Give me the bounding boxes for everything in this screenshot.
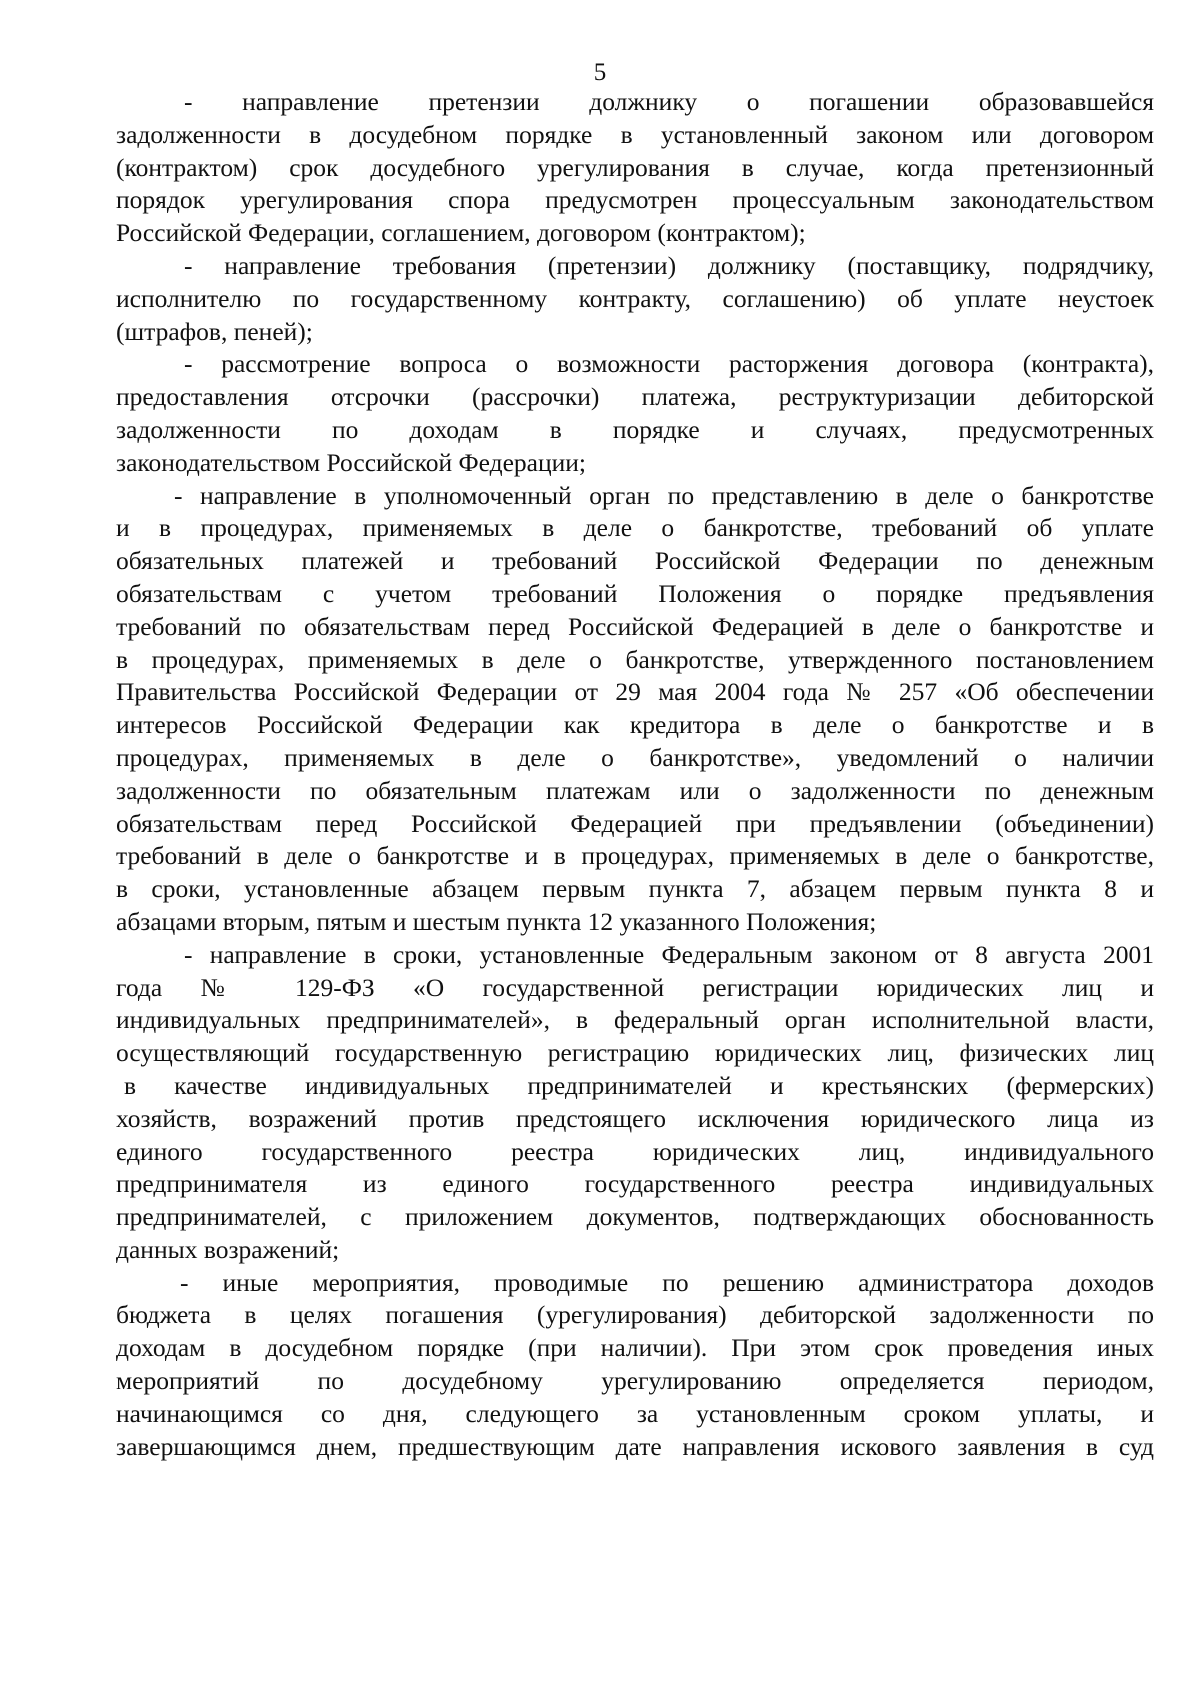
text-line: года № 129-ФЗ «О государственной регистрации юридических лиц и: [116, 972, 1154, 1002]
text-line: единого государственного реестра юридических лиц, индивидуального: [116, 1136, 1154, 1166]
text-line: абзацами вторым, пятым и шестым пункта 12 указанного Положения;: [116, 906, 877, 936]
text-line: Российской Федерации, соглашением, договором (контрактом);: [116, 218, 806, 248]
text-line: начинающимся со дня, следующего за установленным сроком уплаты, и: [116, 1398, 1154, 1428]
text-line: данных возражений;: [116, 1234, 340, 1264]
text-line: обязательных платежей и требований Российской Федерации по денежным: [116, 546, 1154, 576]
paragraph-bankruptcy: [116, 480, 1154, 939]
text-line: процедурах, применяемых в деле о банкротстве», уведомлений о наличии: [116, 742, 1154, 772]
text-line: (штрафов, пеней);: [116, 316, 313, 346]
text-line: и в процедурах, применяемых в деле о банкротстве, требований об уплате: [116, 513, 1154, 543]
text-line: требований в деле о банкротстве и в процедурах, применяемых в деле о банкротстве,: [116, 841, 1154, 871]
paragraph-pretension: [116, 86, 1154, 250]
text-line: бюджета в целях погашения (урегулирования) дебиторской задолженности по: [116, 1300, 1154, 1330]
text-line: задолженности по доходам в порядке и случаях, предусмотренных: [116, 414, 1154, 444]
text-line: порядок урегулирования спора предусмотрен процессуальным законодательством: [116, 185, 1154, 215]
text-line: в качестве индивидуальных предпринимателей и крестьянских (фермерских): [124, 1070, 1154, 1100]
document-body: [116, 86, 1154, 1463]
text-line: - направление требования (претензии) должнику (поставщику, подрядчику,: [184, 250, 1154, 280]
text-line: мероприятий по досудебному урегулированию определяется периодом,: [116, 1366, 1154, 1396]
text-line: в сроки, установленные абзацем первым пункта 7, абзацем первым пункта 8 и: [116, 874, 1154, 904]
text-line: обязательствам перед Российской Федерацией при предъявлении (объединении): [116, 808, 1154, 838]
text-line: предпринимателя из единого государственного реестра индивидуальных: [116, 1169, 1154, 1199]
paragraph-contract-termination: [116, 348, 1154, 479]
text-line: (контрактом) срок досудебного урегулирования в случае, когда претензионный: [116, 152, 1154, 182]
text-line: хозяйств, возражений против предстоящего исключения юридического лица из: [116, 1103, 1154, 1133]
text-line: завершающимся днем, предшествующим дате направления искового заявления в суд: [116, 1431, 1154, 1461]
text-line: - направление претензии должнику о погашении образовавшейся: [184, 87, 1154, 116]
text-line: задолженности в досудебном порядке в установленный законом или договором: [116, 119, 1154, 149]
text-line: обязательствам с учетом требований Положения о порядке предъявления: [116, 578, 1154, 608]
text-line: интересов Российской Федерации как кредитора в деле о банкротстве и в: [116, 710, 1154, 740]
text-line: требований по обязательствам перед Российской Федерацией в деле о банкротстве и: [116, 611, 1154, 641]
text-line: - направление в сроки, установленные Федеральным законом от 8 августа 2001: [184, 939, 1154, 969]
text-line: в процедурах, применяемых в деле о банкротстве, утвержденного постановлением: [116, 644, 1154, 674]
paragraph-other-measures: [116, 1267, 1154, 1464]
paragraph-penalty-demand: [116, 250, 1154, 348]
text-line: предпринимателей, с приложением документов, подтверждающих обоснованность: [116, 1202, 1154, 1232]
text-line: - иные мероприятия, проводимые по решению администратора доходов: [180, 1267, 1154, 1297]
text-line: Правительства Российской Федерации от 29 мая 2004 года № 257 «Об обеспечении: [116, 677, 1154, 707]
text-line: предоставления отсрочки (рассрочки) платежа, реструктуризации дебиторской: [116, 382, 1154, 412]
page-number: 5: [593, 59, 607, 86]
paragraph-registry-objection: [116, 939, 1154, 1267]
text-line: осуществляющий государственную регистрацию юридических лиц, физических лиц: [116, 1038, 1154, 1068]
text-line: законодательством Российской Федерации;: [116, 447, 587, 477]
text-line: задолженности по обязательным платежам или о задолженности по денежным: [116, 775, 1154, 805]
text-line: доходам в досудебном порядке (при наличии). При этом срок проведения иных: [116, 1333, 1154, 1363]
text-line: исполнителю по государственному контракту, соглашению) об уплате неустоек: [116, 283, 1154, 313]
text-line: - рассмотрение вопроса о возможности расторжения договора (контракта),: [184, 349, 1154, 379]
text-line: - направление в уполномоченный орган по представлению в деле о банкротстве: [174, 480, 1154, 510]
text-line: индивидуальных предпринимателей», в федеральный орган исполнительной власти,: [116, 1005, 1154, 1035]
